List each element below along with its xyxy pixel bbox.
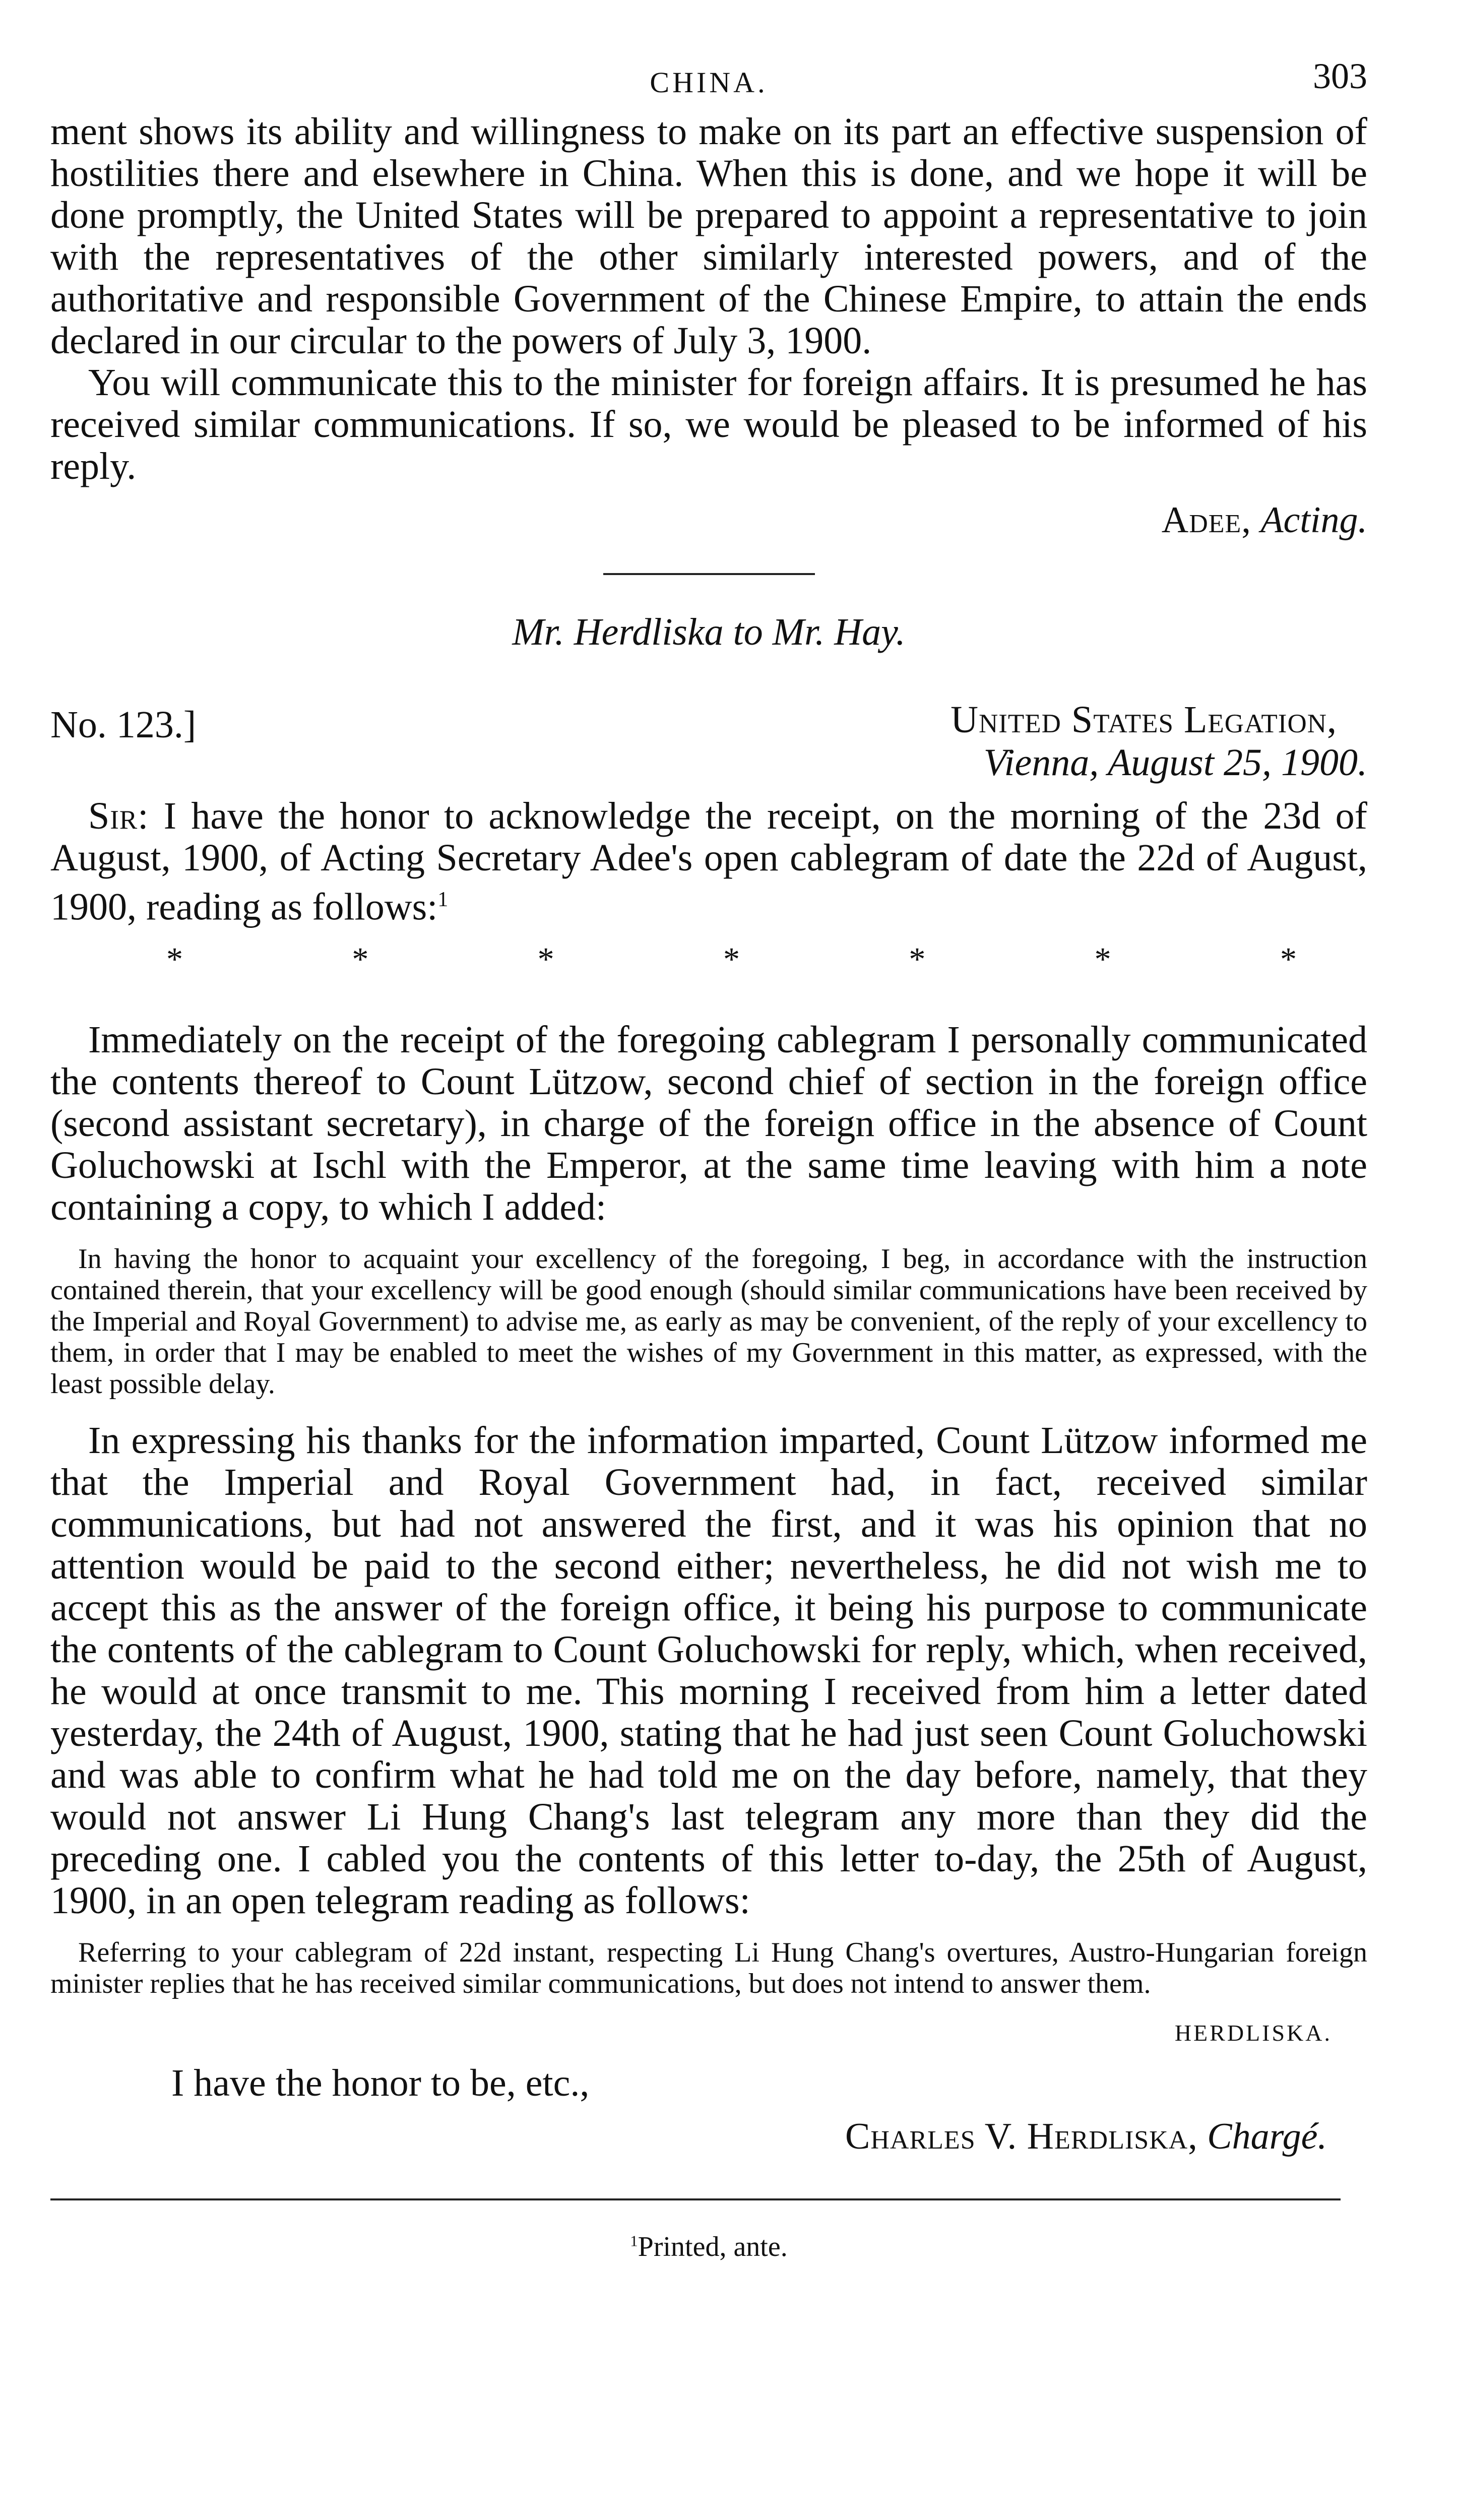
star: * bbox=[909, 941, 926, 978]
star: * bbox=[537, 941, 554, 978]
page-number: 303 bbox=[1313, 56, 1367, 96]
running-head bbox=[50, 55, 1367, 111]
omission-stars bbox=[50, 940, 1367, 979]
star: * bbox=[723, 941, 740, 978]
adee-paragraph-2: You will communicate this to the minister for foreign affairs. It is presumed he has received similar communications. If so, we would be pleased to be informed of his reply. bbox=[50, 361, 1367, 487]
running-title: CHINA. bbox=[650, 66, 768, 99]
herdliska-signature bbox=[50, 2115, 1327, 2158]
star: * bbox=[1094, 941, 1111, 978]
letter-legation: United States Legation, bbox=[950, 699, 1337, 741]
footnote-rule bbox=[50, 2198, 1341, 2200]
telegram-signer: HERDLISKA. bbox=[1174, 2020, 1332, 2046]
letter-place-date: Vienna, August 25, 1900. bbox=[983, 741, 1367, 784]
adee-paragraph-1: ment shows its ability and willingness to make on its part an effective suspension of hostilities there and elsewhere in China. When this is done, and we hope it will be done promptly, the United States will be prepared to appoint a representative to join with the representatives of the other similarly interested powers, and of the authoritative and responsible Government of the Chinese Empire, to attain the ends declared in our circular to the powers of July 3, 1900. bbox=[50, 110, 1367, 362]
section-divider bbox=[603, 573, 815, 575]
quoted-telegram: Referring to your cablegram of 22d instant, respecting Li Hung Chang's overtures, Austro-Hungarian foreign minister replies that he has received similar communications, but does not intend to answer them. bbox=[50, 1937, 1367, 2000]
footnote bbox=[50, 2231, 1367, 2263]
herdliska-signature-title: Chargé. bbox=[1207, 2116, 1327, 2158]
letter-number: No. 123.] bbox=[50, 704, 197, 746]
quoted-note: In having the honor to acquaint your excellency of the foregoing, I beg, in accordance with the instruction contained therein, that your excellency will be good enough (should similar communications have been received by the Imperial and Royal Government) to advise me, as early as may be convenient, of the reply of your excellency to them, in order that I may be enabled to meet the wishes of my Government in this matter, as expressed, with the least possible delay. bbox=[50, 1243, 1367, 1400]
footnote-reference: 1 bbox=[437, 888, 449, 911]
letter-heading: Mr. Herdliska to Mr. Hay. bbox=[512, 611, 906, 653]
letter-dateline bbox=[50, 700, 1367, 795]
adee-signature-name: Adee, bbox=[1161, 499, 1251, 541]
herdliska-paragraph-1 bbox=[50, 795, 1367, 928]
adee-signature bbox=[50, 497, 1367, 543]
star: * bbox=[1280, 941, 1297, 978]
closing-line: I have the honor to be, etc., bbox=[171, 2062, 590, 2105]
herdliska-paragraph-1-text: I have the honor to acknowledge the receipt, on the morning of the 23d of August, 1900, of Acting Secretary Adee's open cablegram of date the 22d of August, 1900, reading as follows: bbox=[50, 795, 1367, 928]
herdliska-paragraph-2: Immediately on the receipt of the foregoing cablegram I personally communicated the contents thereof to Count Lützow, second chief of section in the foreign office (second assistant secretary), in charge of the foreign office in the absence of Count Goluchowski at Ischl with the Emperor, at the same time leaving with him a note containing a copy, to which I added: bbox=[50, 1019, 1367, 1229]
footnote-text: Printed, ante. bbox=[638, 2231, 788, 2263]
herdliska-paragraph-3: In expressing his thanks for the information imparted, Count Lützow informed me that the Imperial and Royal Government had, in fact, received similar communications, but had not answered the first, and it was his opinion that no attention would be paid to the second either; nevertheless, he did not wish me to accept this as the answer of the foreign office, it being his purpose to communicate the contents of the cablegram to Count Goluchowski for reply, which, when received, he would at once transmit to me. This morning I received from him a letter dated yesterday, the 24th of August, 1900, stating that he had just seen Count Goluchowski and was able to confirm what he had told me on the day before, namely, that they would not answer Li Hung Chang's last telegram any more than they did the preceding one. I cabled you the contents of this letter to-day, the 25th of August, 1900, in an open telegram reading as follows: bbox=[50, 1419, 1367, 1922]
salutation: Sir: bbox=[88, 795, 149, 837]
star: * bbox=[166, 941, 183, 978]
footnote-mark: 1 bbox=[630, 2232, 638, 2250]
herdliska-signature-name: Charles V. Herdliska, bbox=[845, 2116, 1198, 2158]
star: * bbox=[352, 941, 369, 978]
adee-signature-title: Acting. bbox=[1260, 499, 1367, 541]
